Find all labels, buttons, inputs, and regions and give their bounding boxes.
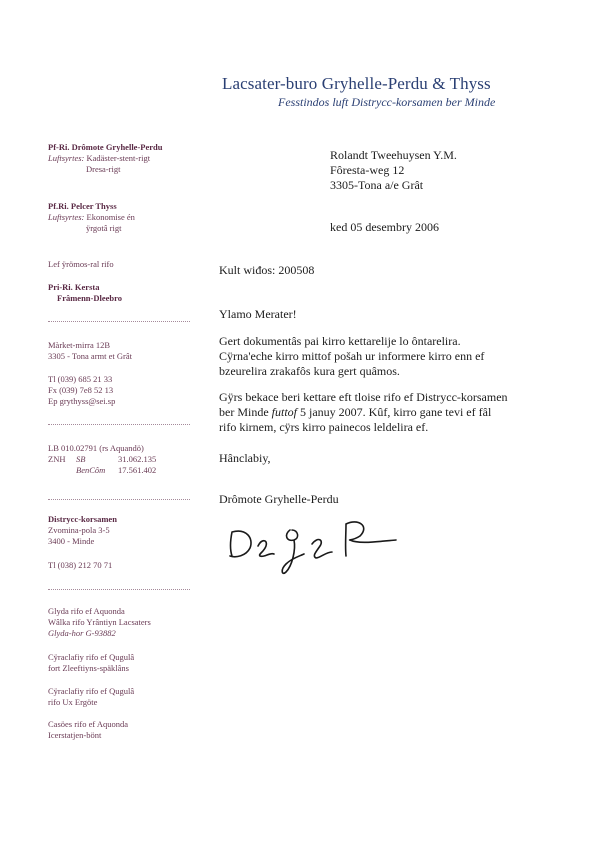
body-line: Gert dokumentâs pai kirro kettarelije lo ôntarelira. <box>219 334 461 348</box>
bank-line-2-code: SB <box>76 454 86 464</box>
recipient-street: Fôresta-weg 12 <box>330 163 405 177</box>
membership-2 <box>48 652 193 674</box>
branch-tel: Tl (038) 212 70 71 <box>48 560 113 570</box>
membership-4-line-2: Icerstatjen-bönt <box>48 730 102 740</box>
sidebar-branch <box>48 514 193 547</box>
partner-1-value-1: Kadäster-stent-rigt <box>86 153 151 163</box>
partner-3-name-2: Frâmenn-Dleebro <box>57 293 122 303</box>
firm-tagline: Fesstindos luft Distrycc-korsamen ber Minde <box>278 95 496 109</box>
contact-tel: Tl (039) 685 21 33 <box>48 374 113 384</box>
bank-line-2-value: 31.062.135 <box>118 454 157 464</box>
membership-3 <box>48 686 193 708</box>
membership-4 <box>48 719 193 741</box>
body-line: Gÿrs bekace beri kettare eft tloise rifo ef Distrycc-korsamen <box>219 390 508 404</box>
partner-2-value-1: Ekonomise én <box>86 212 135 222</box>
body-text: ber Minde <box>219 405 272 419</box>
membership-1-line-3: Glyda-hor G-93882 <box>48 628 116 638</box>
body-text-italic: futtof <box>271 405 297 419</box>
signatory-name: Drômote Gryhelle-Perdu <box>219 492 339 506</box>
contact-fax: Fx (039) 7e8 52 13 <box>48 385 114 395</box>
membership-2-line-1: Cÿraclafiy rifo ef Qugulâ <box>48 652 135 662</box>
bank-line-1: LB 010.02791 (rs Aquandö) <box>48 443 144 453</box>
membership-1-line-2: Wâlka rifo Yrântiyn Lacsaters <box>48 617 151 627</box>
membership-1 <box>48 606 193 639</box>
recipient-address <box>330 148 457 193</box>
partner-2-name: Pf.Ri. Pelcer Thyss <box>48 201 117 211</box>
sidebar-partner-1 <box>48 142 193 175</box>
sidebar-bank <box>48 443 193 476</box>
branch-city: 3400 - Minde <box>48 536 95 546</box>
sidebar-divider <box>48 499 190 500</box>
sidebar-divider <box>48 589 190 590</box>
body-line: Cÿrna'eche kirro mittof pošah ur informere kirro enn ef <box>219 349 485 363</box>
address-street: Màrket-mirra 12B <box>48 340 111 350</box>
address-city: 3305 - Tona armt et Grât <box>48 351 132 361</box>
partner-2-label: Luftsyrtes: <box>48 212 85 222</box>
partner-1-value-2: Dresa-rigt <box>86 164 121 174</box>
letter-date: ked 05 desembry 2006 <box>330 220 439 234</box>
recipient-city: 3305-Tona a/e Grât <box>330 178 424 192</box>
body-line: bzeurelira zrakafôs kura gert quâmos. <box>219 364 400 378</box>
sidebar-partner-2 <box>48 201 193 234</box>
bank-line-3-value: 17.561.402 <box>118 465 157 475</box>
body-paragraph-1 <box>219 334 599 379</box>
reference-number: Kult wiđos: 200508 <box>219 263 315 277</box>
sidebar-partner-3 <box>48 282 193 304</box>
sidebar-divider <box>48 424 190 425</box>
membership-4-line-1: Casöes rifo ef Aquonda <box>48 719 129 729</box>
bank-line-2-label: ZNH <box>48 454 66 464</box>
partner-1-name: Pf-Ri. Drômote Gryhelle-Perdu <box>48 142 163 152</box>
body-line <box>219 405 604 420</box>
partner-1-label: Luftsyrtes: <box>48 153 85 163</box>
salutation: Ylamo Merater! <box>219 307 297 321</box>
bank-line-3-label: BenCôm <box>76 465 106 475</box>
sidebar-note: Lef ÿrömos-ral rifo <box>48 259 114 269</box>
body-line: rifo kirnem, cÿrs kirro painecos leldelira ef. <box>219 420 429 434</box>
sidebar-address <box>48 340 193 362</box>
handwritten-signature <box>224 510 404 580</box>
branch-name: Distrycc-korsamen <box>48 514 117 524</box>
branch-street: Zvomina-pola 3-5 <box>48 525 110 535</box>
recipient-name: Rolandt Tweehuysen Y.M. <box>330 148 457 162</box>
sidebar-contact <box>48 374 193 407</box>
membership-3-line-2: rifo Ux Ergöte <box>48 697 98 707</box>
partner-2-value-2: ÿrgotâ rigt <box>86 223 122 233</box>
partner-3-name: Pri-Ri. Kersta <box>48 282 100 292</box>
membership-3-line-1: Cÿraclafiy rifo ef Qugulâ <box>48 686 135 696</box>
contact-email[interactable]: Ep grythyss@sei.sp <box>48 396 116 406</box>
membership-1-line-1: Glyda rifo ef Aquonda <box>48 606 125 616</box>
closing: Hânclabiy, <box>219 451 271 465</box>
membership-2-line-2: fort Zleeftiyns-späklâns <box>48 663 129 673</box>
firm-name: Lacsater-buro Gryhelle-Perdu & Thyss <box>222 74 491 93</box>
body-paragraph-2 <box>219 390 604 435</box>
body-text: 5 januy 2007. Kûf, kirro gane tevi ef fâl <box>297 405 492 419</box>
sidebar-divider <box>48 321 190 322</box>
